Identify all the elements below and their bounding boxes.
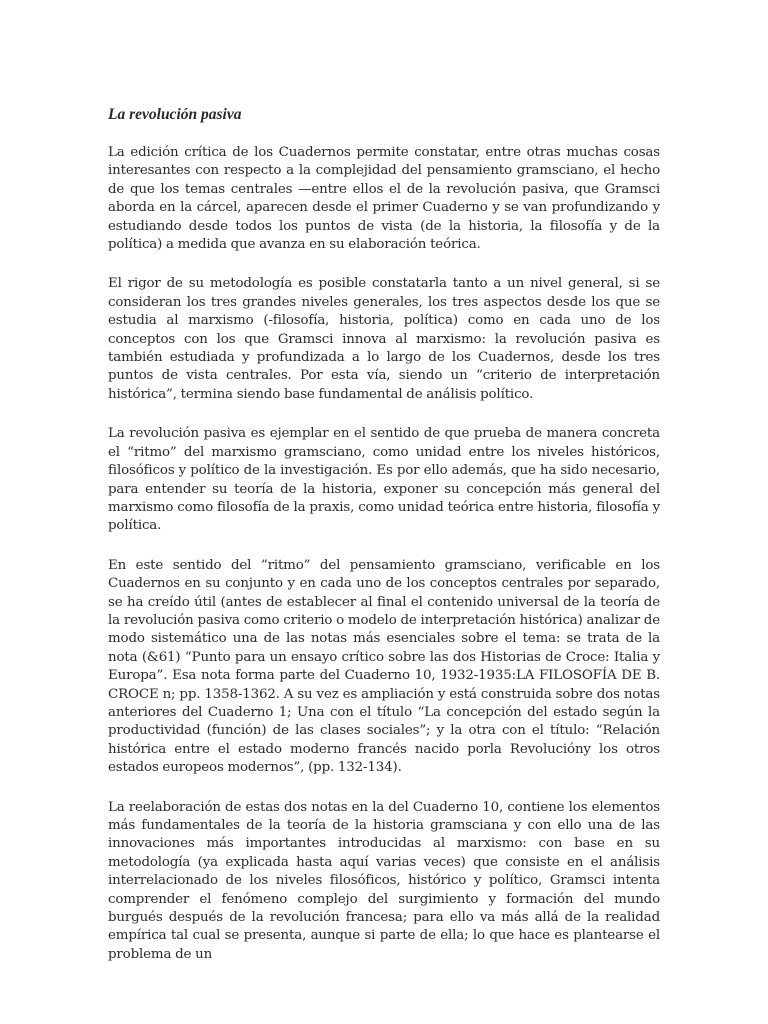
paragraph-2: El rigor de su metodología es posible constatarla tanto a un nivel general, si se consideran los tres grandes niveles generales, los tres aspectos desde los que se estudia al marxismo (-filosofía, historia, política) como en cada uno de los conceptos con los que Gramsci innova al marxismo: la revolución pasiva es también estudiada y profundizada a lo largo de los Cuadernos, desde los tres puntos de vista centrales. Por esta vía, siendo un “criterio de interpretación histórica”, termina siendo base fundamental de análisis político. [108,276,660,402]
document-page [108,106,660,985]
paragraph-3: La revolución pasiva es ejemplar en el sentido de que prueba de manera concreta el “ritmo” del marxismo gramsciano, como unidad entre los niveles históricos, filosóficos y político de la investigación. Es por ello además, que ha sido necesario, para entender su teoría de la historia, exponer su concepción más general del marxismo como filosofía de la praxis, como unidad teórica entre historia, filosofía y política. [108,426,660,534]
paragraph-1: La edición crítica de los Cuadernos permite constatar, entre otras muchas cosas interesantes con respecto a la complejidad del pensamiento gramsciano, el hecho de que los temas centrales —entre ellos el de la revolución pasiva, que Gramsci aborda en la cárcel, aparecen desde el primer Cuaderno y se van profundizando y estudiando desde todos los puntos de vista (de la historia, la filosofía y de la política) a medida que avanza en su elaboración teórica. [108,145,660,253]
paragraph-5: La reelaboración de estas dos notas en la del Cuaderno 10, contiene los elementos más fundamentales de la teoría de la historia gramsciana y con ello una de las innovaciones más importantes introducidas al marxismo: con base en su metodología (ya explicada hasta aquí varias veces) que consiste en el análisis interrelacionado de los niveles filosóficos, histórico y político, Gramsci intenta comprender el fenómeno complejo del surgimiento y formación del mundo burgués después de la revolución francesa; para ello va más allá de la realidad empírica tal cual se presenta, aunque si parte de ella; lo que hace es plantearse el problema de un [108,799,660,962]
page-title: La revolución pasiva [108,106,242,123]
paragraph-4: En este sentido del “ritmo” del pensamiento gramsciano, verificable en los Cuadernos en su conjunto y en cada uno de los conceptos centrales por separado, se ha creído útil (antes de establecer al final el contenido universal de la teoría de la revolución pasiva como criterio o modelo de interpretación histórica) analizar de modo sistemático una de las notas más esenciales sobre el tema: se trata de la nota (&61) “Punto para un ensayo crítico sobre las dos Historias de Croce: Italia y Europa”. Esa nota forma parte del Cuaderno 10, 1932-1935:LA FILOSOFÍA DE B. CROCE n; pp. 1358-1362. A su vez es ampliación y está construida sobre dos notas anteriores del Cuaderno 1; Una con el título “La concepción del estado según la productividad (función) de las clases sociales”; y la otra con el título: “Relación histórica entre el estado moderno francés nacido porla Revolucióny los otros estados europeos modernos”, (pp. 132-134). [108,557,660,776]
